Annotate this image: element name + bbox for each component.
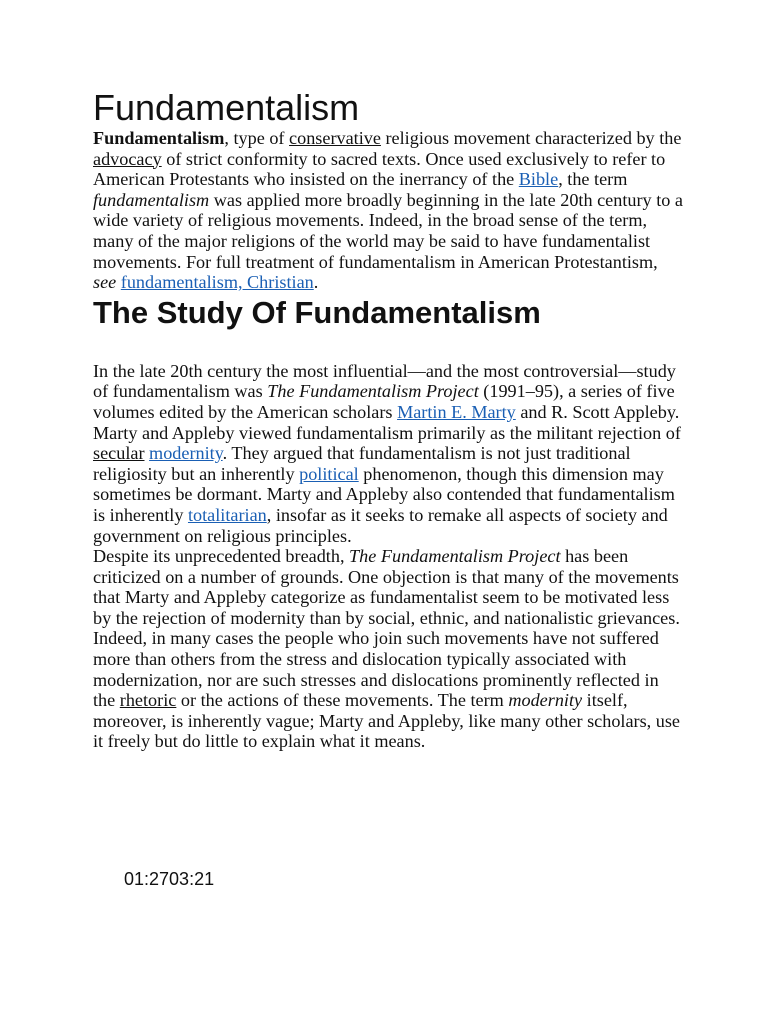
p2-em-modernity: modernity [508, 690, 583, 711]
intro-text-2: religious movement characterized by the [380, 128, 682, 148]
link-totalitarian[interactable]: totalitarian [187, 504, 267, 525]
page-title: Fundamentalism [93, 87, 360, 128]
intro-em-fundamentalism: fundamentalism [93, 189, 210, 210]
p1-text-2: (1991–95), a series of five volumes edited by the American scholars [93, 381, 675, 422]
p1-text-7: , insofar as it seeks to remake all aspects of society and government on religious principles. [93, 504, 668, 546]
study-paragraph-1 [93, 361, 683, 546]
p2-em-project: The Fundamentalism Project [349, 546, 561, 567]
intro-text-4: , the term [558, 169, 628, 190]
p2-text-4: itself, moreover, is inherently vague; Marty and Appleby, like many other scholars, use it freely but do little to explain what it means. [93, 690, 681, 752]
p2-text-3: or the actions of these movements. The term [176, 690, 509, 711]
intro-text-3: of strict conformity to sacred texts. Once used exclusively to refer to American Protestants who insisted on the inerrancy of the [93, 148, 666, 190]
p1-em-project: The Fundamentalism Project [267, 381, 479, 402]
intro-term: Fundamentalism [93, 128, 225, 148]
link-martin-marty[interactable]: Martin E. Marty [397, 401, 516, 422]
term-conservative[interactable]: conservative [289, 128, 381, 148]
p1-text-5: . They argued that fundamentalism is not just traditional religiosity but an inherently [93, 443, 631, 484]
link-bible[interactable]: Bible [518, 169, 559, 190]
study-paragraph-2 [93, 546, 683, 752]
p1-text-6: phenomenon, though this dimension may sometimes be dormant. Marty and Appleby also contended that fundamentalism is inherently [93, 463, 675, 525]
section-heading: The Study Of Fundamentalism [93, 294, 541, 330]
p1-text-1: In the late 20th century the most influential—and the most controversial—study of fundamentalism was [93, 360, 676, 402]
intro-text-5: was applied more broadly beginning in the late 20th century to a wide variety of religious movements. Indeed, in the broad sense of the term, many of the major religions of the world may be said to have fundamentalist movements. For full treatment of fundamentalism in American Protestantism, [93, 189, 683, 272]
term-rhetoric[interactable]: rhetoric [119, 690, 177, 711]
intro-paragraph [93, 128, 683, 293]
intro-text-1: , type of [224, 128, 290, 148]
timestamp: 01:2703:21 [124, 869, 215, 889]
link-modernity[interactable]: modernity [149, 443, 223, 464]
p1-text-3: and R. Scott Appleby. Marty and Appleby viewed fundamentalism primarily as the militant rejection of [93, 401, 681, 443]
intro-em-see: see [93, 272, 117, 293]
intro-text-7: . [313, 272, 319, 293]
term-advocacy[interactable]: advocacy [93, 148, 162, 169]
term-secular[interactable]: secular [93, 443, 145, 464]
section-spacer [93, 331, 683, 361]
link-fundamentalism-christian[interactable]: fundamentalism, Christian [120, 272, 314, 293]
p2-text-2: has been criticized on a number of grounds. One objection is that many of the movements that Marty and Appleby categorize as fundamentalist seem to be motivated less by the rejection of modernity than by social, ethnic, and nationalistic grievances. Indeed, in many cases the people who join such movements have not suffered more than others from the stress and dislocation typically associated with modernization, nor are such stresses and dislocations prominently reflected in the [93, 546, 680, 711]
p2-text-1: Despite its unprecedented breadth, [93, 546, 350, 567]
link-political[interactable]: political [299, 463, 359, 484]
article [93, 88, 683, 752]
